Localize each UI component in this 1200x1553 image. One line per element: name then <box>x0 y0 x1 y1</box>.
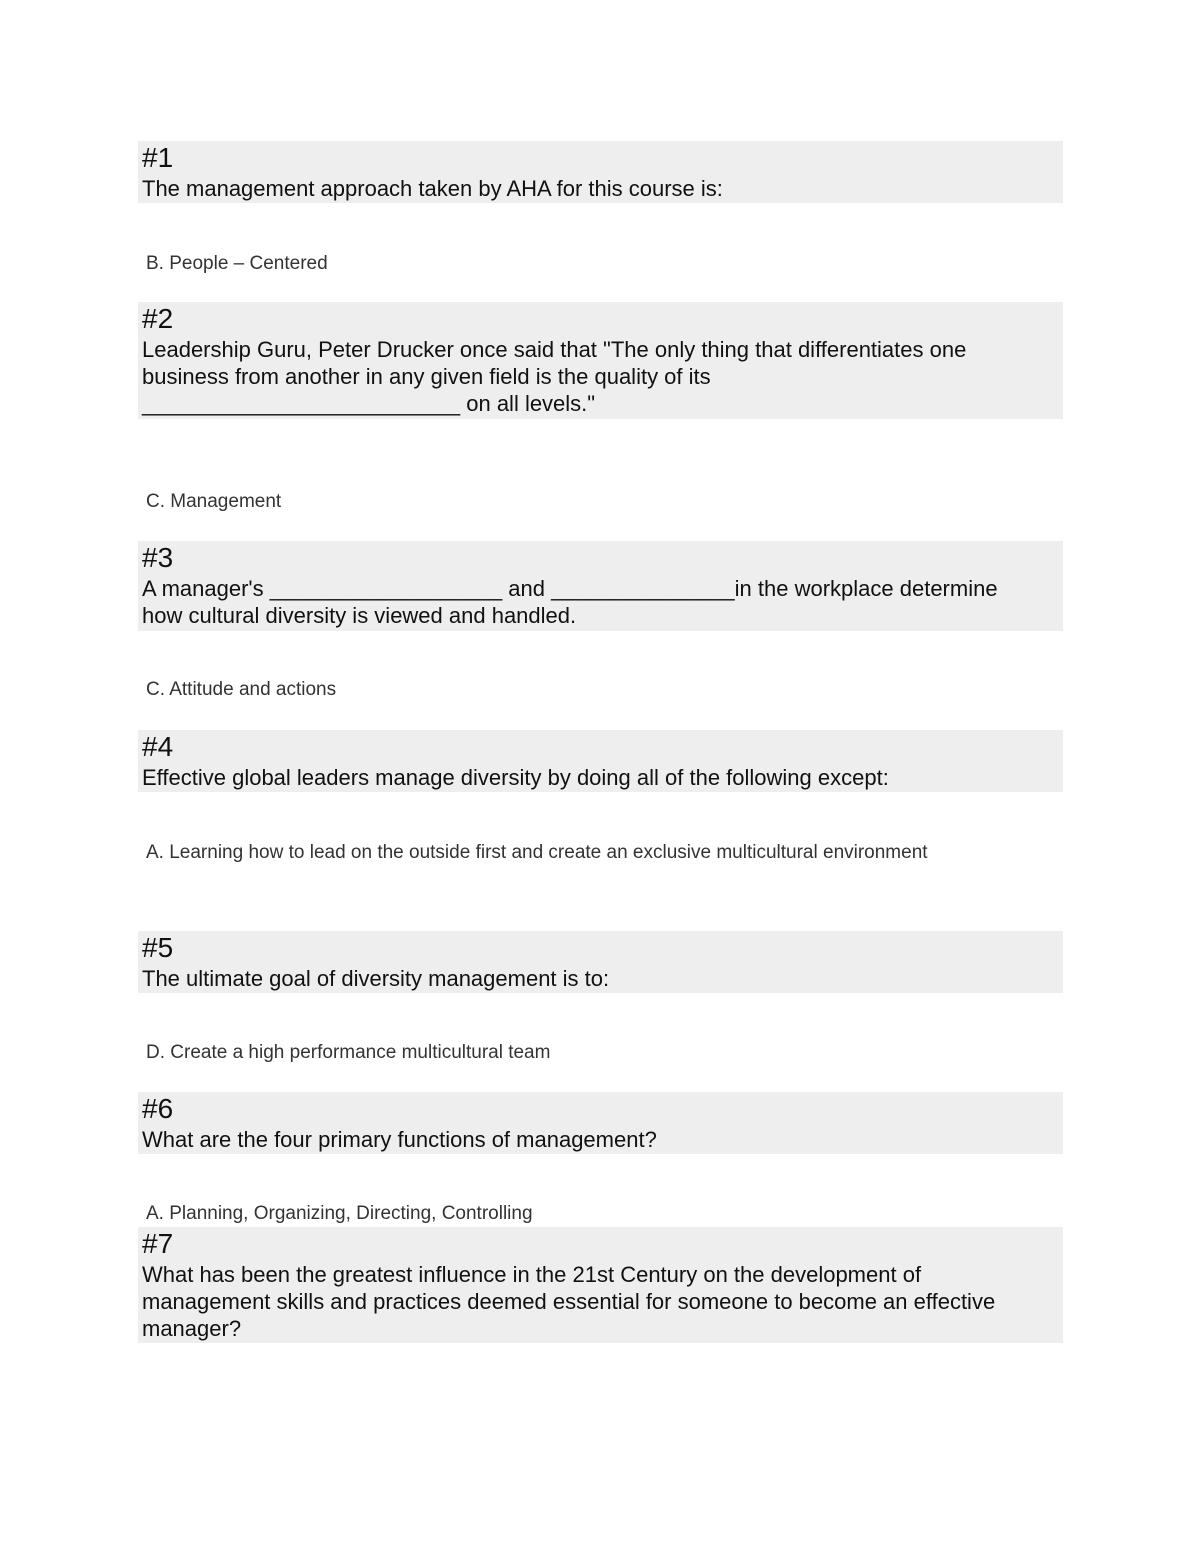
question-number: #7 <box>142 1228 174 1259</box>
question-block-4 <box>138 730 1063 792</box>
question-text: What are the four primary functions of management? <box>142 1127 657 1152</box>
question-number: #6 <box>142 1093 174 1124</box>
answer-text: A. Learning how to lead on the outside first and create an exclusive multicultural environment <box>146 842 928 863</box>
question-number: #3 <box>142 542 174 573</box>
answer-text: C. Attitude and actions <box>146 679 337 700</box>
question-number: #4 <box>142 731 174 762</box>
question-block-1 <box>138 141 1063 203</box>
question-number: #2 <box>142 303 174 334</box>
answer-text: B. People – Centered <box>146 253 328 274</box>
question-block-3 <box>138 541 1063 631</box>
question-text: Leadership Guru, Peter Drucker once said that "The only thing that differentiates one business from another in any given field is the quality of its __________________________ on all levels." <box>142 337 967 416</box>
answer-text: D. Create a high performance multicultural team <box>146 1042 551 1063</box>
question-block-2 <box>138 302 1063 419</box>
question-block-5 <box>138 931 1063 993</box>
question-text: Effective global leaders manage diversity by doing all of the following except: <box>142 765 889 790</box>
question-number: #5 <box>142 932 174 963</box>
question-text: A manager's ___________________ and _______________in the workplace determine how cultural diversity is viewed and handled. <box>142 576 998 628</box>
question-text: The ultimate goal of diversity management is to: <box>142 966 610 991</box>
question-text: What has been the greatest influence in the 21st Century on the development of management skills and practices deemed essential for someone to become an effective manager? <box>142 1262 996 1341</box>
answer-text: C. Management <box>146 491 282 512</box>
question-text: The management approach taken by AHA for this course is: <box>142 176 723 201</box>
question-block-6 <box>138 1092 1063 1154</box>
question-number: #1 <box>142 142 174 173</box>
question-block-7 <box>138 1227 1063 1343</box>
answer-text: A. Planning, Organizing, Directing, Controlling <box>146 1203 533 1224</box>
